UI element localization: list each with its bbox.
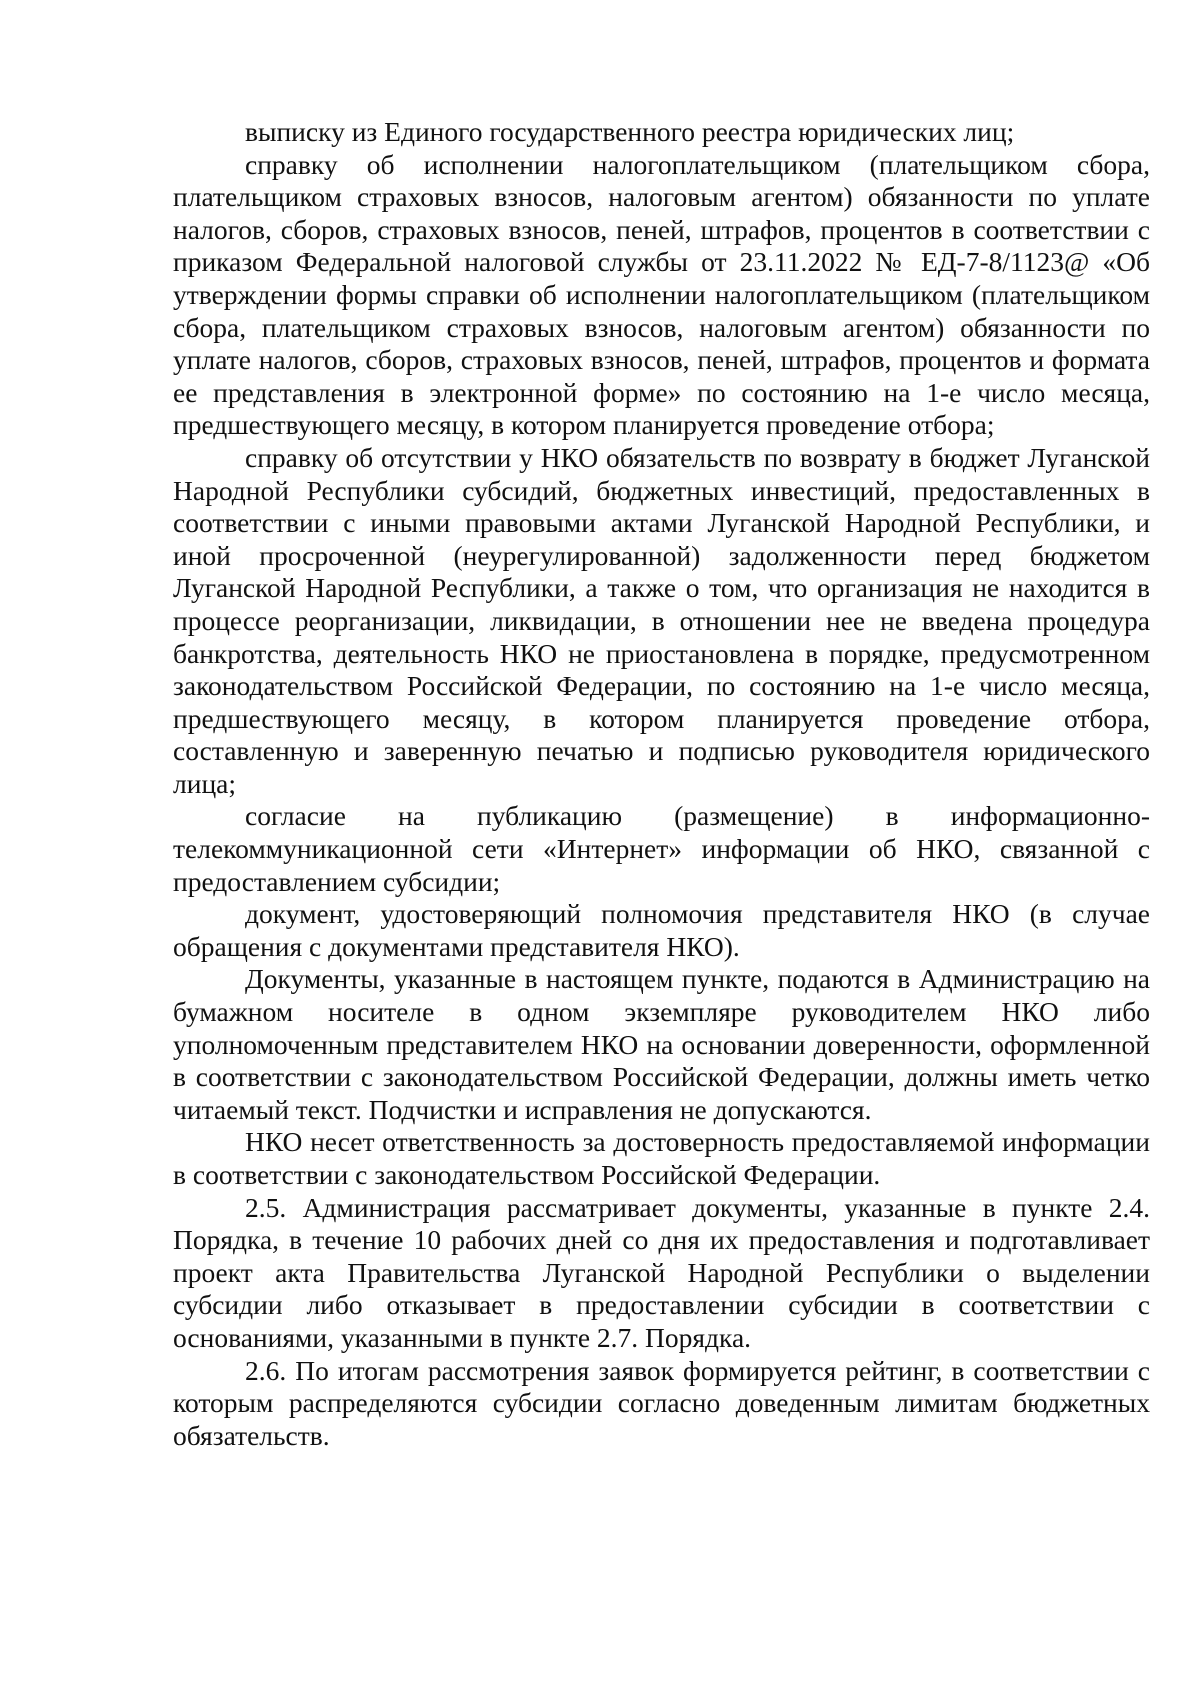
paragraph-section-2-6: 2.6. По итогам рассмотрения заявок формируется рейтинг, в соответствии с которым распределяются субсидии согласно доведенным лимитам бюджетных обязательств.: [173, 1354, 1150, 1451]
paragraph-publication-consent: согласие на публикацию (размещение) в информационно-телекоммуникационной сети «Интернет» информации об НКО, связанной с предоставлением субсидии;: [173, 800, 1150, 897]
paragraph-representative-document: документ, удостоверяющий полномочия представителя НКО (в случае обращения с документами представителя НКО).: [173, 898, 1150, 962]
paragraph-submission-rules: Документы, указанные в настоящем пункте, подаются в Администрацию на бумажном носителе в одном экземпляре руководителем НКО либо уполномоченным представителем НКО на основании доверенности, оформленной в соответствии с законодательством Российской Федерации, должны иметь четко читаемый текст. Подчистки и исправления не допускаются.: [173, 963, 1150, 1125]
paragraph-egrul-extract: выписку из Единого государственного реестра юридических лиц;: [245, 116, 1015, 147]
paragraph-responsibility: НКО несет ответственность за достоверность предоставляемой информации в соответствии с законодательством Российской Федерации.: [173, 1126, 1150, 1190]
paragraph-no-debt-certificate: справку об отсутствии у НКО обязательств по возврату в бюджет Луганской Народной Республики субсидий, бюджетных инвестиций, предоставленных в соответствии с иными правовыми актами Луганской Народной Республики, и иной просроченной (неурегулированной) задолженности перед бюджетом Луганской Народной Республики, а также о том, что организация не находится в процессе реорганизации, ликвидации, в отношении нее не введена процедура банкротства, деятельность НКО не приостановлена в порядке, предусмотренном законодательством Российской Федерации, по состоянию на 1-е число месяца, предшествующего месяцу, в котором планируется проведение отбора, составленную и заверенную печатью и подписью руководителя юридического лица;: [173, 441, 1150, 799]
document-body: [173, 116, 1150, 1452]
paragraph-section-2-5: 2.5. Администрация рассматривает документы, указанные в пункте 2.4. Порядка, в течение 10 рабочих дней со дня их предоставления и подготавливает проект акта Правительства Луганской Народной Республики о выделении субсидии либо отказывает в предоставлении субсидии в соответствии с основаниями, указанными в пункте 2.7. Порядка.: [173, 1191, 1150, 1353]
paragraph-tax-certificate: справку об исполнении налогоплательщиком (плательщиком сбора, плательщиком страховых взносов, налоговым агентом) обязанности по уплате налогов, сборов, страховых взносов, пеней, штрафов, процентов в соответствии с приказом Федеральной налоговой службы от 23.11.2022 № ЕД-7-8/1123@ «Об утверждении формы справки об исполнении налогоплательщиком (плательщиком сбора, плательщиком страховых взносов, налоговым агентом) обязанности по уплате налогов, сборов, страховых взносов, пеней, штрафов, процентов и формата ее представления в электронной форме» по состоянию на 1-е число месяца, предшествующего месяцу, в котором планируется проведение отбора;: [173, 148, 1150, 441]
